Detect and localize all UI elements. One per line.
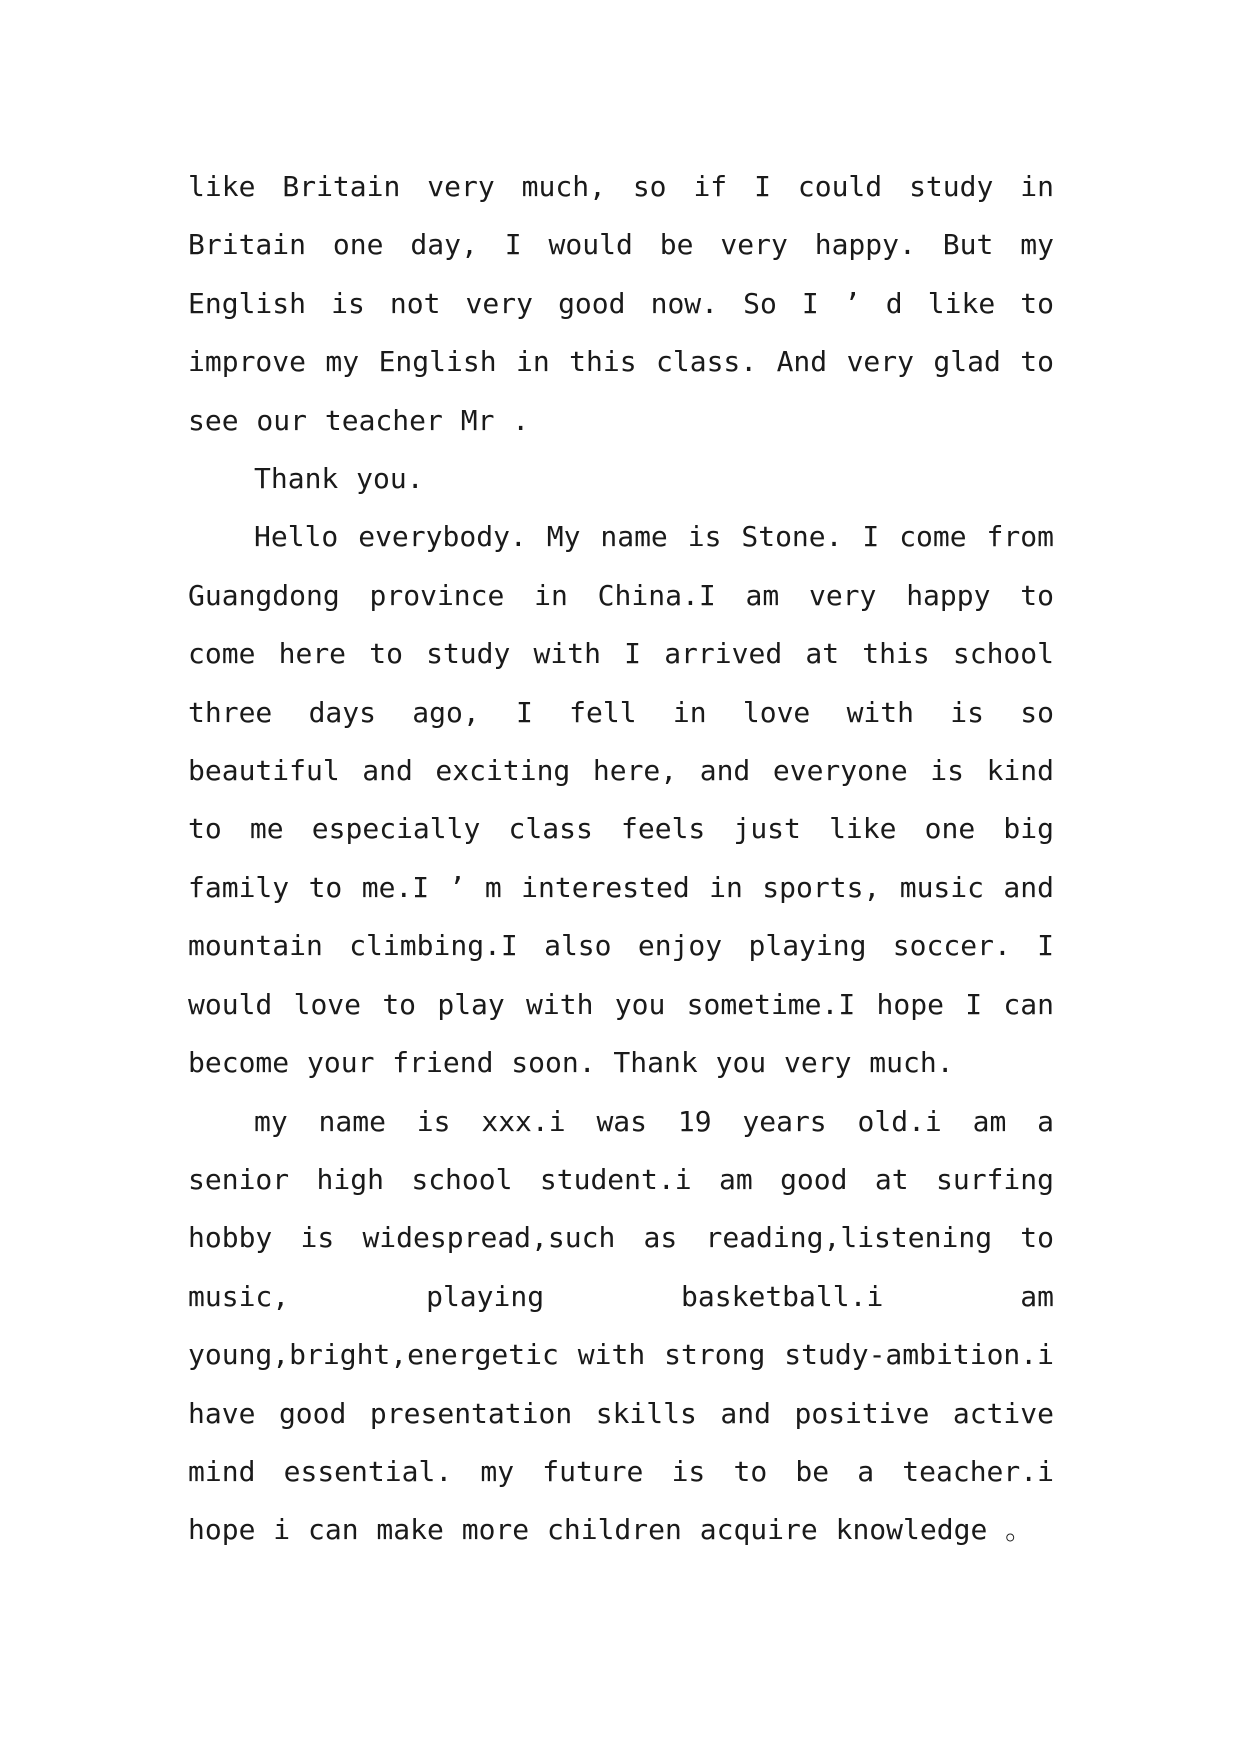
paragraph-xxx-introduction: my name is xxx.i was 19 years old.i am a senior high school student.i am good at surfing hobby is widespread,such as reading,listening to music, playing basketball.i am young,bright,energetic with strong study-ambition.i have good presentation skills and positive active mind essential. my future is to be a teacher.i hope i can make more children acquire knowledge 。 bbox=[188, 1104, 1054, 1547]
paragraph-continuation: like Britain very much, so if I could study in Britain one day, I would be very happy. But my English is not very good now. So I ’ d like to improve my English in this class. And very glad to see our teacher Mr . bbox=[188, 170, 1054, 437]
document-body bbox=[188, 158, 1054, 1560]
paragraph-stone-introduction: Hello everybody. My name is Stone. I come from Guangdong province in China.I am very happy to come here to study with I arrived at this school three days ago, I fell in love with is so beautiful and exciting here, and everyone is kind to me especially class feels just like one big family to me.I ’ m interested in sports, music and mountain climbing.I also enjoy playing soccer. I would love to play with you sometime.I hope I can become your friend soon. Thank you very much. bbox=[188, 520, 1054, 1080]
paragraph-thank-you: Thank you. bbox=[254, 462, 424, 496]
